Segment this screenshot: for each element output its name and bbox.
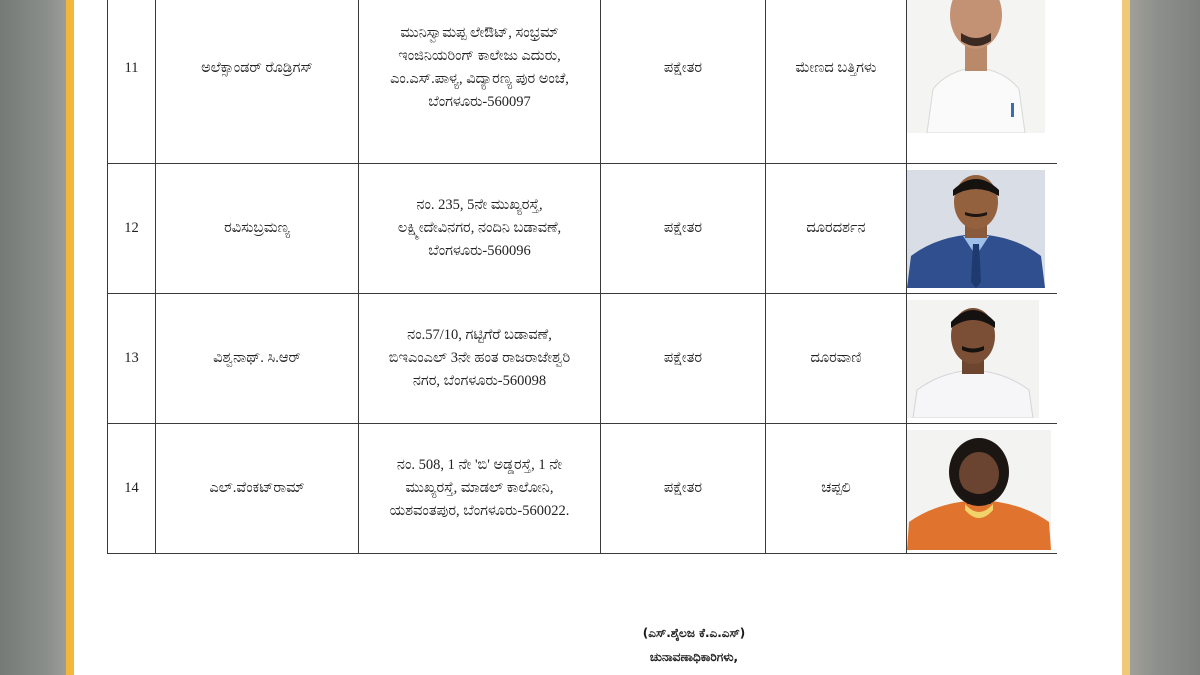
- candidate-symbol: ಮೇಣದ ಬತ್ತಿಗಳು: [766, 0, 907, 164]
- photo-cell: [907, 424, 1058, 554]
- serial-number: 14: [108, 424, 156, 554]
- background-right: [1130, 0, 1200, 675]
- serial-number: 12: [108, 164, 156, 294]
- candidate-photo: [907, 170, 1045, 288]
- candidate-name: ಎಲ್.ವೆಂಕಟ್‌ರಾಮ್: [156, 424, 359, 554]
- candidate-photo: [907, 300, 1039, 418]
- candidate-photo: [907, 430, 1051, 550]
- photo-cell: [907, 0, 1058, 164]
- candidate-party: ಪಕ್ಷೇತರ: [601, 424, 766, 554]
- candidate-name: ಅಲೆಕ್ಸಾಂಡರ್ ರೊಡ್ರಿಗಸ್: [156, 0, 359, 164]
- address-text: ಮುನಿಸ್ವಾಮಪ್ಪ ಲೇಔಟ್, ಸಂಭ್ರಮ್ ಇಂಜಿನಿಯರಿಂಗ್ ಕಾಲೇಜು ಎದುರು, ಎಂ.ಎಸ್.ಪಾಳ್ಯ, ವಿದ್ಯಾರಣ್ಯ ಪುರ ಅಂಚೆ, ಬೆಂಗಳೂರು-560097: [390, 25, 569, 110]
- table-row: [108, 424, 1058, 554]
- candidate-address: [359, 294, 601, 424]
- page-frame-left: [66, 0, 74, 675]
- signatory-title: ಚುನಾವಣಾಧಿಕಾರಿಗಳು,: [649, 650, 739, 664]
- address-text: ನಂ.57/10, ಗಟ್ಟಿಗೆರೆ ಬಡಾವಣೆ, ಬಿಇಎಂಎಲ್ 3ನೇ ಹಂತ ರಾಜರಾಜೇಶ್ವರಿ ನಗರ, ಬೆಂಗಳೂರು-560098: [388, 327, 571, 389]
- candidate-symbol: ಚಪ್ಪಲಿ: [766, 424, 907, 554]
- candidate-party: ಪಕ್ಷೇತರ: [601, 294, 766, 424]
- photo-cell: [907, 294, 1058, 424]
- serial-number: 13: [108, 294, 156, 424]
- candidate-address: [359, 0, 601, 164]
- table-row: [108, 0, 1058, 164]
- document-page: [74, 0, 1122, 675]
- table-row: [108, 164, 1058, 294]
- candidate-address: [359, 424, 601, 554]
- photo-cell: [907, 164, 1058, 294]
- candidate-table: [107, 0, 1057, 554]
- candidate-symbol: ದೂರದರ್ಶನ: [766, 164, 907, 294]
- candidate-name: ವಿಶ್ವನಾಥ್. ಸಿ.ಆರ್: [156, 294, 359, 424]
- page-frame-right: [1122, 0, 1130, 675]
- candidate-address: [359, 164, 601, 294]
- serial-number: 11: [108, 0, 156, 164]
- candidate-party: ಪಕ್ಷೇತರ: [601, 0, 766, 164]
- background-left: [0, 0, 66, 675]
- candidate-photo: [907, 0, 1045, 133]
- signatory-name: (ಎಸ್.ಶೈಲಜ ಕೆ.ಎ.ಎಸ್): [642, 626, 746, 640]
- address-text: ನಂ. 508, 1 ನೇ 'ಬಿ' ಅಡ್ಡರಸ್ತೆ, 1 ನೇ ಮುಖ್ಯರಸ್ತೆ, ಮಾಡಲ್ ಕಾಲೋನಿ, ಯಶವಂತಪುರ, ಬೆಂಗಳೂರು-560022.: [389, 457, 570, 519]
- candidate-name: ರವಿಸುಬ್ರಮಣ್ಯ: [156, 164, 359, 294]
- table-row: [108, 294, 1058, 424]
- candidate-symbol: ದೂರವಾಣಿ: [766, 294, 907, 424]
- address-text: ನಂ. 235, 5ನೇ ಮುಖ್ಯರಸ್ತೆ, ಲಕ್ಷ್ಮೀದೇವಿನಗರ, ನಂದಿನಿ ಬಡಾವಣೆ, ಬೆಂಗಳೂರು-560096: [397, 197, 562, 259]
- candidate-party: ಪಕ್ಷೇತರ: [601, 164, 766, 294]
